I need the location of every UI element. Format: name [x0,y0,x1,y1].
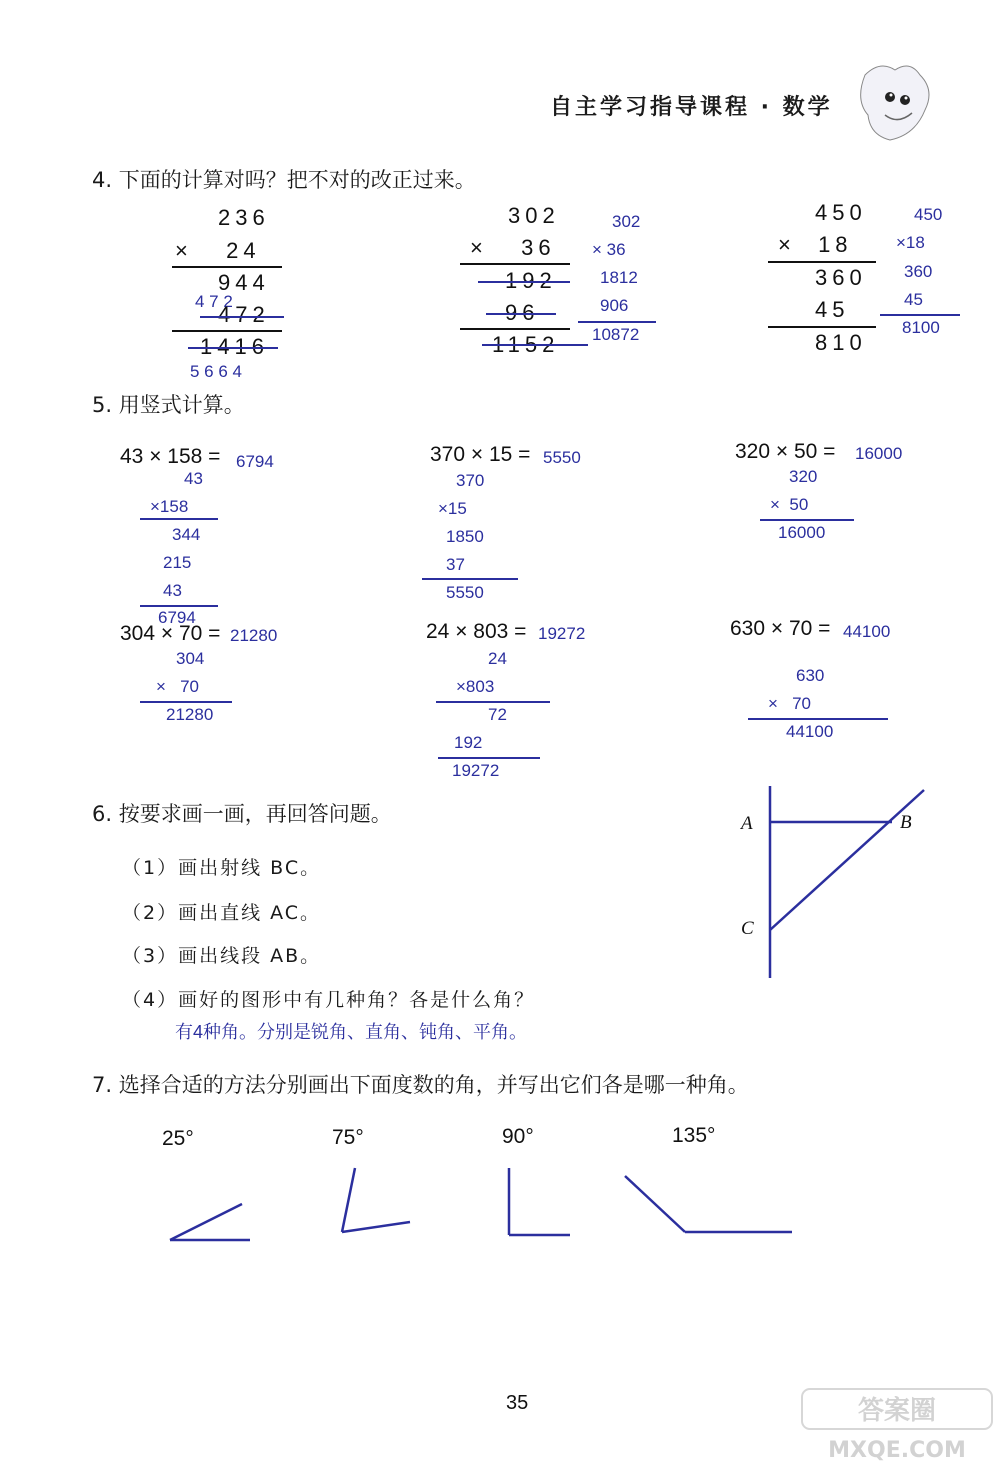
q5p2-line [422,578,518,580]
q5p6-ans: 44100 [843,622,891,641]
angle-90-drawing [509,1168,570,1235]
q4c-line2 [768,326,876,328]
q5p3-ans: 16000 [855,444,903,463]
q4b-strike-p2 [486,313,556,315]
q6-item-4: （4）画好的图形中有几种角？各是什么角？ [122,989,536,1011]
q5p1-l2: ×158 [150,497,189,516]
q4c-res: 810 [815,330,867,355]
q5-prompt: 5. 用竖式计算。 [92,393,245,417]
q7-prompt: 7. 选择合适的方法分别画出下面度数的角，并写出它们各是哪一种角。 [92,1073,749,1097]
q5p6-l1: 630 [796,666,825,685]
angle-label-135: 135° [672,1124,716,1147]
q4c-line1 [768,261,876,263]
q4c-c-line [880,314,960,316]
q5p5-line1 [436,701,550,703]
ray-bc [770,790,924,930]
q5p1-line2 [140,605,218,607]
q4b-c-p1: 1812 [600,268,638,287]
q4c-c-res: 8100 [902,318,940,337]
q5p1-l6: 6794 [158,608,196,627]
label-a: A [741,813,753,834]
svg-text:答案圈: 答案圈 [857,1396,937,1426]
q7-angle-drawings [150,1160,810,1260]
q5p2-l3: 1850 [446,527,484,546]
q4b-c-res: 10872 [592,325,640,344]
q6-item-2: （2）画出直线 AC。 [122,902,322,924]
q5p3-l3: 16000 [778,523,826,542]
q5p4-l1: 304 [176,649,205,668]
q5p1-ans: 6794 [236,452,274,471]
q4b-c-p2: 906 [600,296,629,315]
q5p3-l2: × 50 [770,495,809,514]
q5p5-ans: 19272 [538,624,586,643]
q4a-top: 236 [218,205,270,230]
q4c-mul: × 18 [778,232,853,257]
angle-label-75: 75° [332,1126,364,1149]
q5p2-l2: ×15 [438,499,467,518]
q5p1-l3: 344 [172,525,201,544]
q4b-c-mul: × 36 [592,240,626,259]
q4a-mul: × 24 [175,238,261,263]
q4-prompt: 4. 下面的计算对吗？把不对的改正过来。 [92,168,476,192]
q4c-c-p2: 45 [904,290,923,309]
watermark-logo [800,1385,995,1465]
q5p1-line1 [140,518,218,520]
q4a-p1: 944 [218,270,270,295]
mascot-icon [850,55,940,150]
q5p2-l5: 5550 [446,583,484,602]
q4b-c-top: 302 [612,212,641,231]
label-b: B [900,812,912,833]
angle-label-25: 25° [162,1127,194,1150]
q4c-top: 450 [815,200,867,225]
q4b-p2: 96 [505,300,540,325]
q4c-c-mul: ×18 [896,233,925,252]
q5p1-l5: 43 [163,581,182,600]
q4a-corr-p2: 4 7 2 [195,292,233,311]
q4b-c-line [578,321,656,323]
q5p5-l2: ×803 [456,677,495,696]
q5p2-ans: 5550 [543,448,581,467]
q5p4-l2: × 70 [156,677,200,696]
q5p5-l1: 24 [488,649,507,668]
q4c-c-top: 450 [914,205,943,224]
angle-75-drawing [342,1168,410,1232]
q5p3-eq: 320 × 50 = [735,440,836,463]
q5p6-l3: 44100 [786,722,834,741]
q5p5-line2 [438,757,540,759]
q5p5-l5: 19272 [452,761,500,780]
header-banner [540,88,840,120]
q4a-line1 [172,266,282,268]
q4c-p1: 360 [815,265,867,290]
q4a-line2 [172,330,282,332]
q5p3-line [760,519,854,521]
q5p5-eq: 24 × 803 = [426,620,527,643]
angle-135-drawing [625,1176,792,1232]
q6-item-3: （3）画出线段 AB。 [122,945,322,967]
q4b-line1 [460,263,570,265]
angle-25-drawing [170,1204,250,1240]
q4b-mul: × 36 [470,235,556,260]
q5p4-eq: 304 × 70 = [120,622,221,645]
label-c: C [741,918,754,939]
q4c-p2: 45 [815,297,850,322]
q5p4-line [140,701,232,703]
header-title: 自主学习指导课程 · 数学 [550,95,833,120]
q5p6-eq: 630 × 70 = [730,617,831,640]
q5p5-l4: 192 [454,733,483,752]
q4b-line2 [460,328,570,330]
q5p5-l3: 72 [488,705,507,724]
q4c-c-p1: 360 [904,262,933,281]
q5p2-eq: 370 × 15 = [430,443,531,466]
q4a-res: 1416 [200,334,269,359]
q5p2-l4: 37 [446,555,465,574]
q5p3-l1: 320 [789,467,818,486]
q6-answer: 有4种角。分别是锐角、直角、钝角、平角。 [175,1022,528,1042]
q4b-top: 302 [508,203,560,228]
q4a-strike-p2 [200,316,284,318]
q5p4-ans: 21280 [230,626,278,645]
svg-text:MXQE.COM: MXQE.COM [828,1438,966,1463]
q6-prompt: 6. 按要求画一画，再回答问题。 [92,802,392,826]
q4a-strike-res [188,347,278,349]
q5p6-line [748,718,888,720]
angle-label-90: 90° [502,1125,534,1148]
q4a-p2: 472 [218,302,270,327]
page-number: 35 [506,1392,529,1414]
q5p1-l1: 43 [184,469,203,488]
q4b-p1: 192 [505,268,557,293]
q5p1-l4: 215 [163,553,192,572]
q4a-corr-res: 5 6 6 4 [190,362,242,381]
q4b-res: 1152 [492,332,560,357]
q5p6-l2: × 70 [768,694,812,713]
q5p1-eq: 43 × 158 = [120,445,221,468]
q5p2-l1: 370 [456,471,485,490]
q4b-strike-res [482,344,588,346]
q6-item-1: （1）画出射线 BC。 [122,857,322,879]
q5p4-l3: 21280 [166,705,214,724]
q4b-strike-p1 [478,281,570,283]
